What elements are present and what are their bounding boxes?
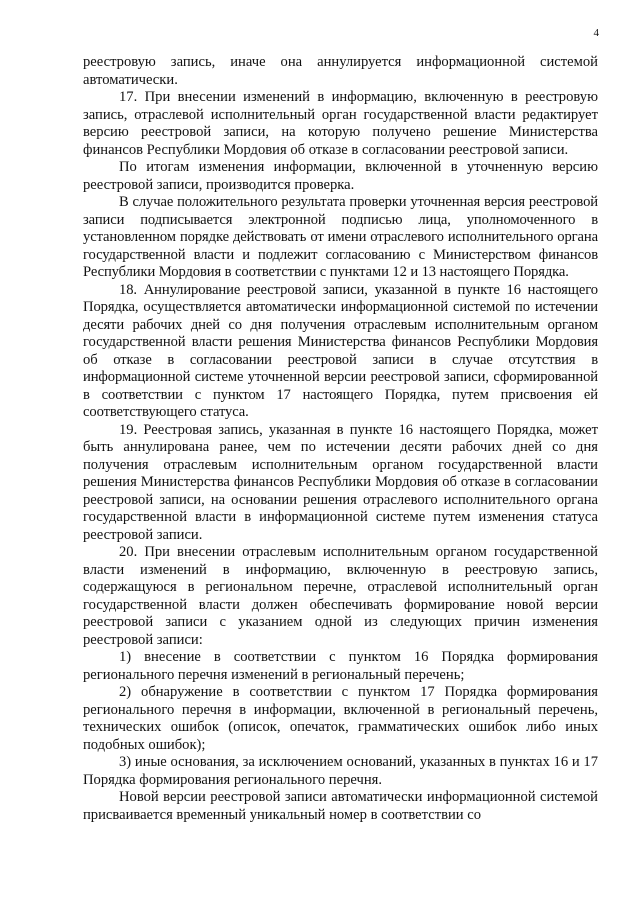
document-body — [83, 54, 598, 824]
paragraph-item-19: 19. Реестровая запись, указанная в пункте 16 настоящего Порядка, может быть аннулирована ранее, чем по истечении десяти рабочих дней со дня получения отраслевым исполнительным органом государственной власти решения Министерства финансов Республики Мордовия об отказе в согласовании реестровой записи, на основании решения отраслевого исполнительного органа государственной власти в информационной системе путем изменения статуса реестровой записи. — [83, 421, 598, 543]
page-number: 4 — [593, 27, 599, 39]
list-item-2: 2) обнаружение в соответствии с пунктом 17 Порядка формирования регионального перечня в информации, включенной в региональный перечень, технических ошибок (описок, опечаток, грамматических ошибок либо иных подобных ошибок); — [83, 684, 598, 753]
paragraph-new-version: Новой версии реестровой записи автоматически информационной системой присваивается временный уникальный номер в соответствии со — [83, 789, 598, 823]
paragraph-positive-result: В случае положительного результата проверки уточненная версия реестровой записи подписывается электронной подписью лица, уполномоченного в установленном порядке действовать от имени отраслевого исполнительного органа государственной власти и подлежит согласованию с Министерством финансов Республики Мордовия в соответствии с пунктами 12 и 13 настоящего Порядка. — [83, 194, 598, 280]
paragraph-item-18: 18. Аннулирование реестровой записи, указанной в пункте 16 настоящего Порядка, осуществляется автоматически информационной системой по истечении десяти рабочих дней со дня получения отраслевым исполнительным органом государственной власти решения Министерства финансов Республики Мордовия об отказе в согласовании реестровой записи в случае отсутствия в информационной системе уточненной версии реестровой записи, сформированной в соответствии с пунктом 17 настоящего Порядка, путем присвоения ей соответствующего статуса. — [83, 281, 598, 420]
paragraph-continuation: реестровую запись, иначе она аннулируется информационной системой автоматически. — [83, 54, 598, 88]
paragraph-verification: По итогам изменения информации, включенной в уточненную версию реестровой записи, производится проверка. — [83, 159, 598, 193]
list-item-3: 3) иные основания, за исключением оснований, указанных в пунктах 16 и 17 Порядка формирования регионального перечня. — [83, 754, 598, 788]
paragraph-item-20: 20. При внесении отраслевым исполнительным органом государственной власти изменений в информацию, включенную в реестровую запись, содержащуюся в региональном перечне, отраслевой исполнительный орган государственной власти должен обеспечивать формирование новой версии реестровой записи с указанием одной из следующих причин изменения реестровой записи: — [83, 544, 598, 648]
paragraph-item-17: 17. При внесении изменений в информацию, включенную в реестровую запись, отраслевой исполнительный орган государственной власти редактирует версию реестровой записи, на которую получено решение Министерства финансов Республики Мордовия об отказе в согласовании реестровой записи. — [83, 89, 598, 158]
list-item-1: 1) внесение в соответствии с пунктом 16 Порядка формирования регионального перечня изменений в региональный перечень; — [83, 649, 598, 683]
